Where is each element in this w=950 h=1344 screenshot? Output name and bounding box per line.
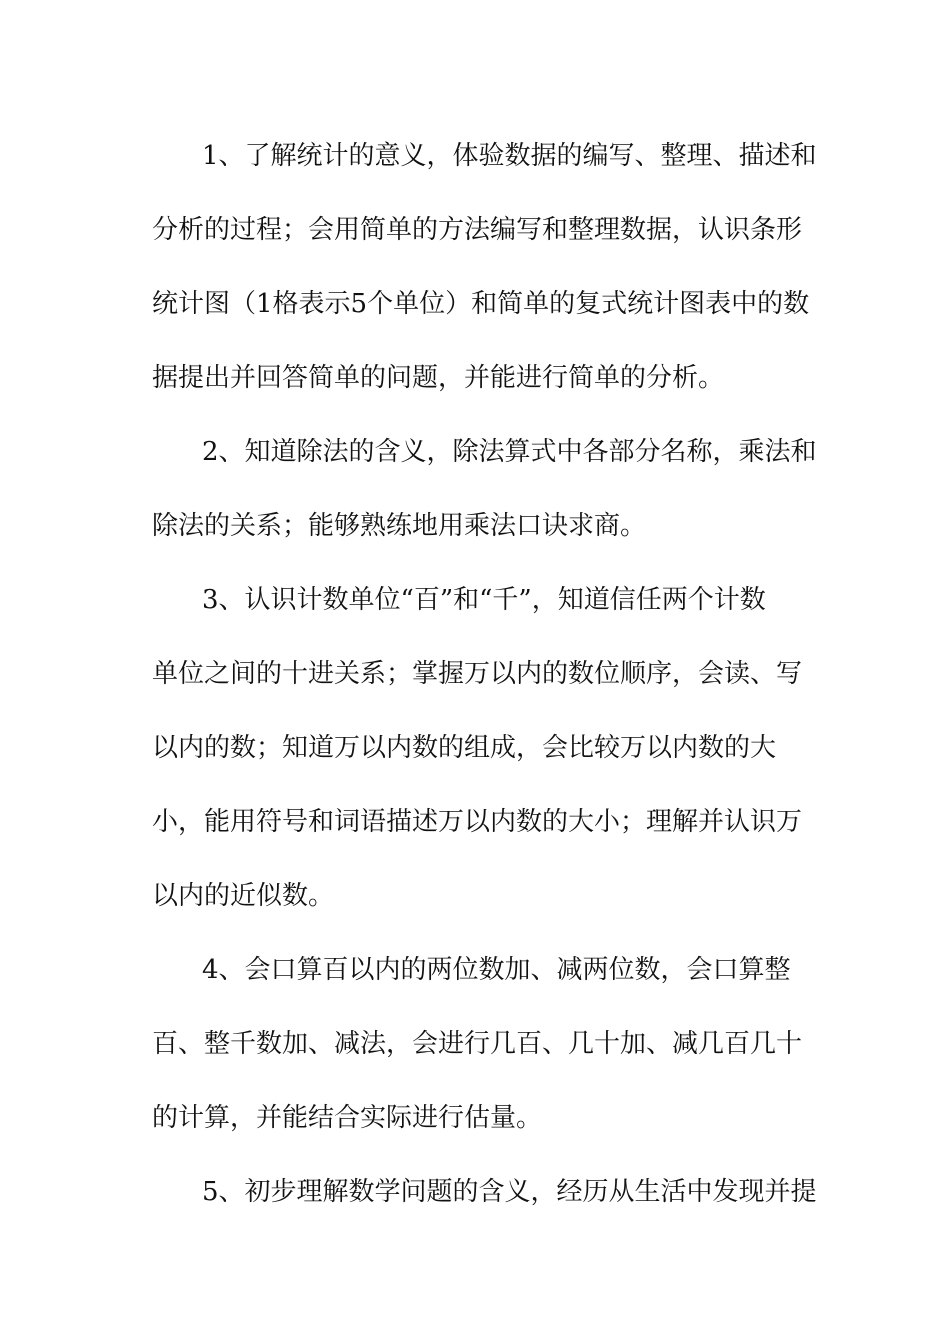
paragraph-4-line-2: 百、整千数加、减法，会进行几百、几十加、减几百几十 [152, 1029, 803, 1059]
paragraph-1-line-3: 统计图（1格表示5个单位）和简单的复式统计图表中的数 [152, 289, 810, 319]
paragraph-1-line-1: 1、了解统计的意义，体验数据的编写、整理、描述和 [202, 141, 817, 171]
paragraph-1-line-2: 分析的过程；会用简单的方法编写和整理数据，认识条形 [152, 215, 803, 245]
paragraph-4-line-3: 的计算，并能结合实际进行估量。 [152, 1103, 543, 1133]
paragraph-3-line-2: 单位之间的十进关系；掌握万以内的数位顺序，会读、写 [152, 659, 803, 689]
paragraph-5-line-1: 5、初步理解数学问题的含义，经历从生活中发现并提 [202, 1177, 817, 1207]
paragraph-3-line-1: 3、认识计数单位“百”和“千”，知道信任两个计数 [202, 585, 766, 615]
paragraph-4-line-1: 4、会口算百以内的两位数加、减两位数，会口算整 [202, 955, 791, 985]
paragraph-1-line-4: 据提出并回答简单的问题，并能进行简单的分析。 [152, 363, 725, 393]
paragraph-2-line-2: 除法的关系；能够熟练地用乘法口诀求商。 [152, 511, 647, 541]
paragraph-3-line-3: 以内的数；知道万以内数的组成，会比较万以内数的大 [152, 733, 777, 763]
paragraph-3-line-5: 以内的近似数。 [152, 881, 335, 911]
paragraph-3-line-4: 小，能用符号和词语描述万以内数的大小；理解并认识万 [152, 807, 803, 837]
paragraph-2-line-1: 2、知道除法的含义，除法算式中各部分名称，乘法和 [202, 437, 817, 467]
